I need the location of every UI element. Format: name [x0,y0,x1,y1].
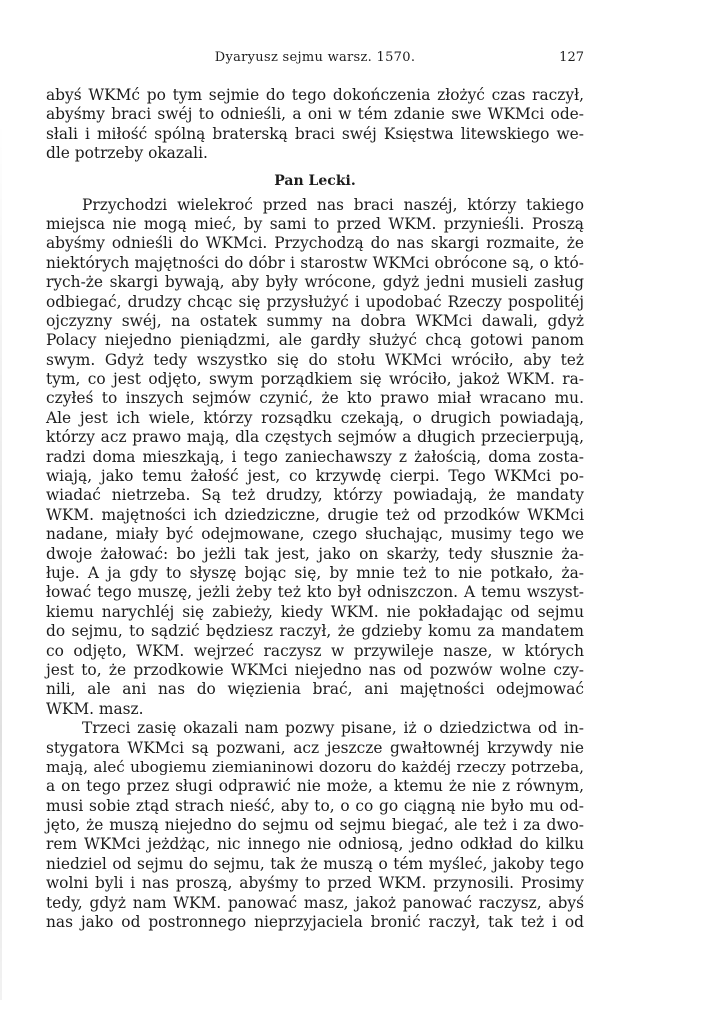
text-line: dwoje żałować: bo jeżli tak jest, jako on skarży, tedy słusznie ża- [46,544,584,563]
text-line: niektórych majętności do dóbr i starostw WKMci obrócone są, o któ- [46,253,584,272]
text-line: WKM. majętności ich dziedziczne, drugie też od przodków WKMci [46,505,584,524]
text-line: tedy, gdyż nam WKM. panować masz, jakoż panować raczysz, abyś [46,893,584,912]
page-header [46,50,584,70]
text-line: nas jako od postronnego nieprzyjaciela bronić raczył, tak też i od [46,913,584,932]
scan-edge-shadow [0,120,2,1000]
text-line: musi sobie ztąd strach nieść, aby to, o co go ciągną nie było mu od- [46,796,584,815]
text-line: wiadać nietrzeba. Są też drudzy, którzy powiadają, że mandaty [46,486,584,505]
text-line: którzy acz prawo mają, dla częstych sejmów a długich przecierpują, [46,428,584,447]
text-line: Trzeci zasię okazali nam pozwy pisane, iż o dziedzictwa od in- [82,719,584,738]
text-line: Ale jest ich wiele, którzy rozsądku czekają, o drugich powiadają, [46,408,584,427]
text-line: abyśmy odnieśli do WKMci. Przychodzą do nas skargi rozmaite, że [46,234,584,253]
text-line: dle potrzeby okazali. [46,144,208,163]
text-line: Przychodzi wielekroć przed nas braci naszéj, którzy takiego [82,195,584,214]
paragraph [46,196,584,720]
text-line: radzi doma mieszkają, i tego zaniechawszy z żałością, doma zosta- [46,447,584,466]
running-title: Dyaryusz sejmu warsz. 1570. [214,50,416,65]
speaker-heading: Pan Lecki. [274,172,356,189]
text-line: tym, co jest odjęto, swym porządkiem się wróciło, jakoż WKM. ra- [46,370,584,389]
text-line: jęto, że muszą niejedno do sejmu od sejmu biegać, ale też i za dwo- [46,816,584,835]
text-line: łować tego muszę, jeżli żeby też kto był odniszczon. A temu wszyst- [46,583,584,602]
text-line: nadane, miały być odejmowane, czego słuchając, musimy tego we [46,525,584,544]
text-line: stygatora WKMci są pozwani, acz jeszcze gwałtownéj krzywdy nie [46,738,584,757]
text-line: a on tego przez sługi odprawić nie może, a ktemu że nie z równym, [46,777,584,796]
paragraph [46,719,584,932]
text-line: czyłeś to inszych sejmów czynić, że kto prawo miał wracano mu. [46,389,584,408]
text-line: odbiegać, drudzy chcąc się przysłużyć i upodobać Rzeczy pospolitéj [46,292,584,311]
text-line: słali i miłość spólną braterską braci swéj Księstwa litewskiego we- [46,124,584,143]
text-line: nili, ale ani nas do więzienia brać, ani majętności odejmować [46,680,584,699]
text-line: abyśmy braci swéj to odnieśli, a oni w tém zdanie swe WKMci ode- [46,105,584,124]
text-line: rem WKMci jeżdżąc, nic innego nie odniosą, jedno odkład do kilku [46,835,584,854]
text-line: co odjęto, WKM. wejrzeć raczysz w przywileje nasze, w których [46,641,584,660]
paragraph [46,86,584,164]
text-line: swym. Gdyż tedy wszystko się do stołu WKMci wróciło, aby też [46,350,584,369]
page-number: 127 [559,50,584,65]
text-line: kiemu narychléj się zabieży, kiedy WKM. nie pokładając od sejmu [46,602,584,621]
text-line: wiają, jako temu żałość jest, co krzywdę cierpi. Tego WKMci po- [46,467,584,486]
text-line: wolni byli i nas proszą, abyśmy to przed WKM. przynosili. Prosimy [46,874,584,893]
text-line: jest to, że przodkowie WKMci niejedno nas od pozwów wolne czy- [46,660,584,679]
text-line: do sejmu, to sądzić będziesz raczył, że gdzieby komu za mandatem [46,622,584,641]
text-line: mają, aleć ubogiemu ziemianinowi dozoru do każdéj rzeczy potrzeba, [46,757,584,776]
text-line: miejsca nie mogą mieć, by sami to przed WKM. przynieśli. Proszą [46,214,584,233]
text-line: niedziel od sejmu do sejmu, tak że muszą o tém myśleć, jakoby tego [46,854,584,873]
text-line: łuje. A ja gdy to słyszę bojąc się, by mnie też to nie potkało, ża- [46,563,584,582]
text-line: ojczyzny swéj, na ostatek summy na dobra WKMci dawali, gdyż [46,311,584,330]
text-line: rych-że skargi bywają, aby były wrócone, gdyż jedni musieli zasług [46,273,584,292]
text-line: WKM. masz. [46,699,144,718]
text-line: abyś WKMć po tym sejmie do tego dokończenia złożyć czas raczył, [46,86,584,104]
text-line: Polacy niejedno pieniądzmi, ale gardły służyć chcą gotowi panom [46,331,584,350]
body-text [46,86,584,932]
